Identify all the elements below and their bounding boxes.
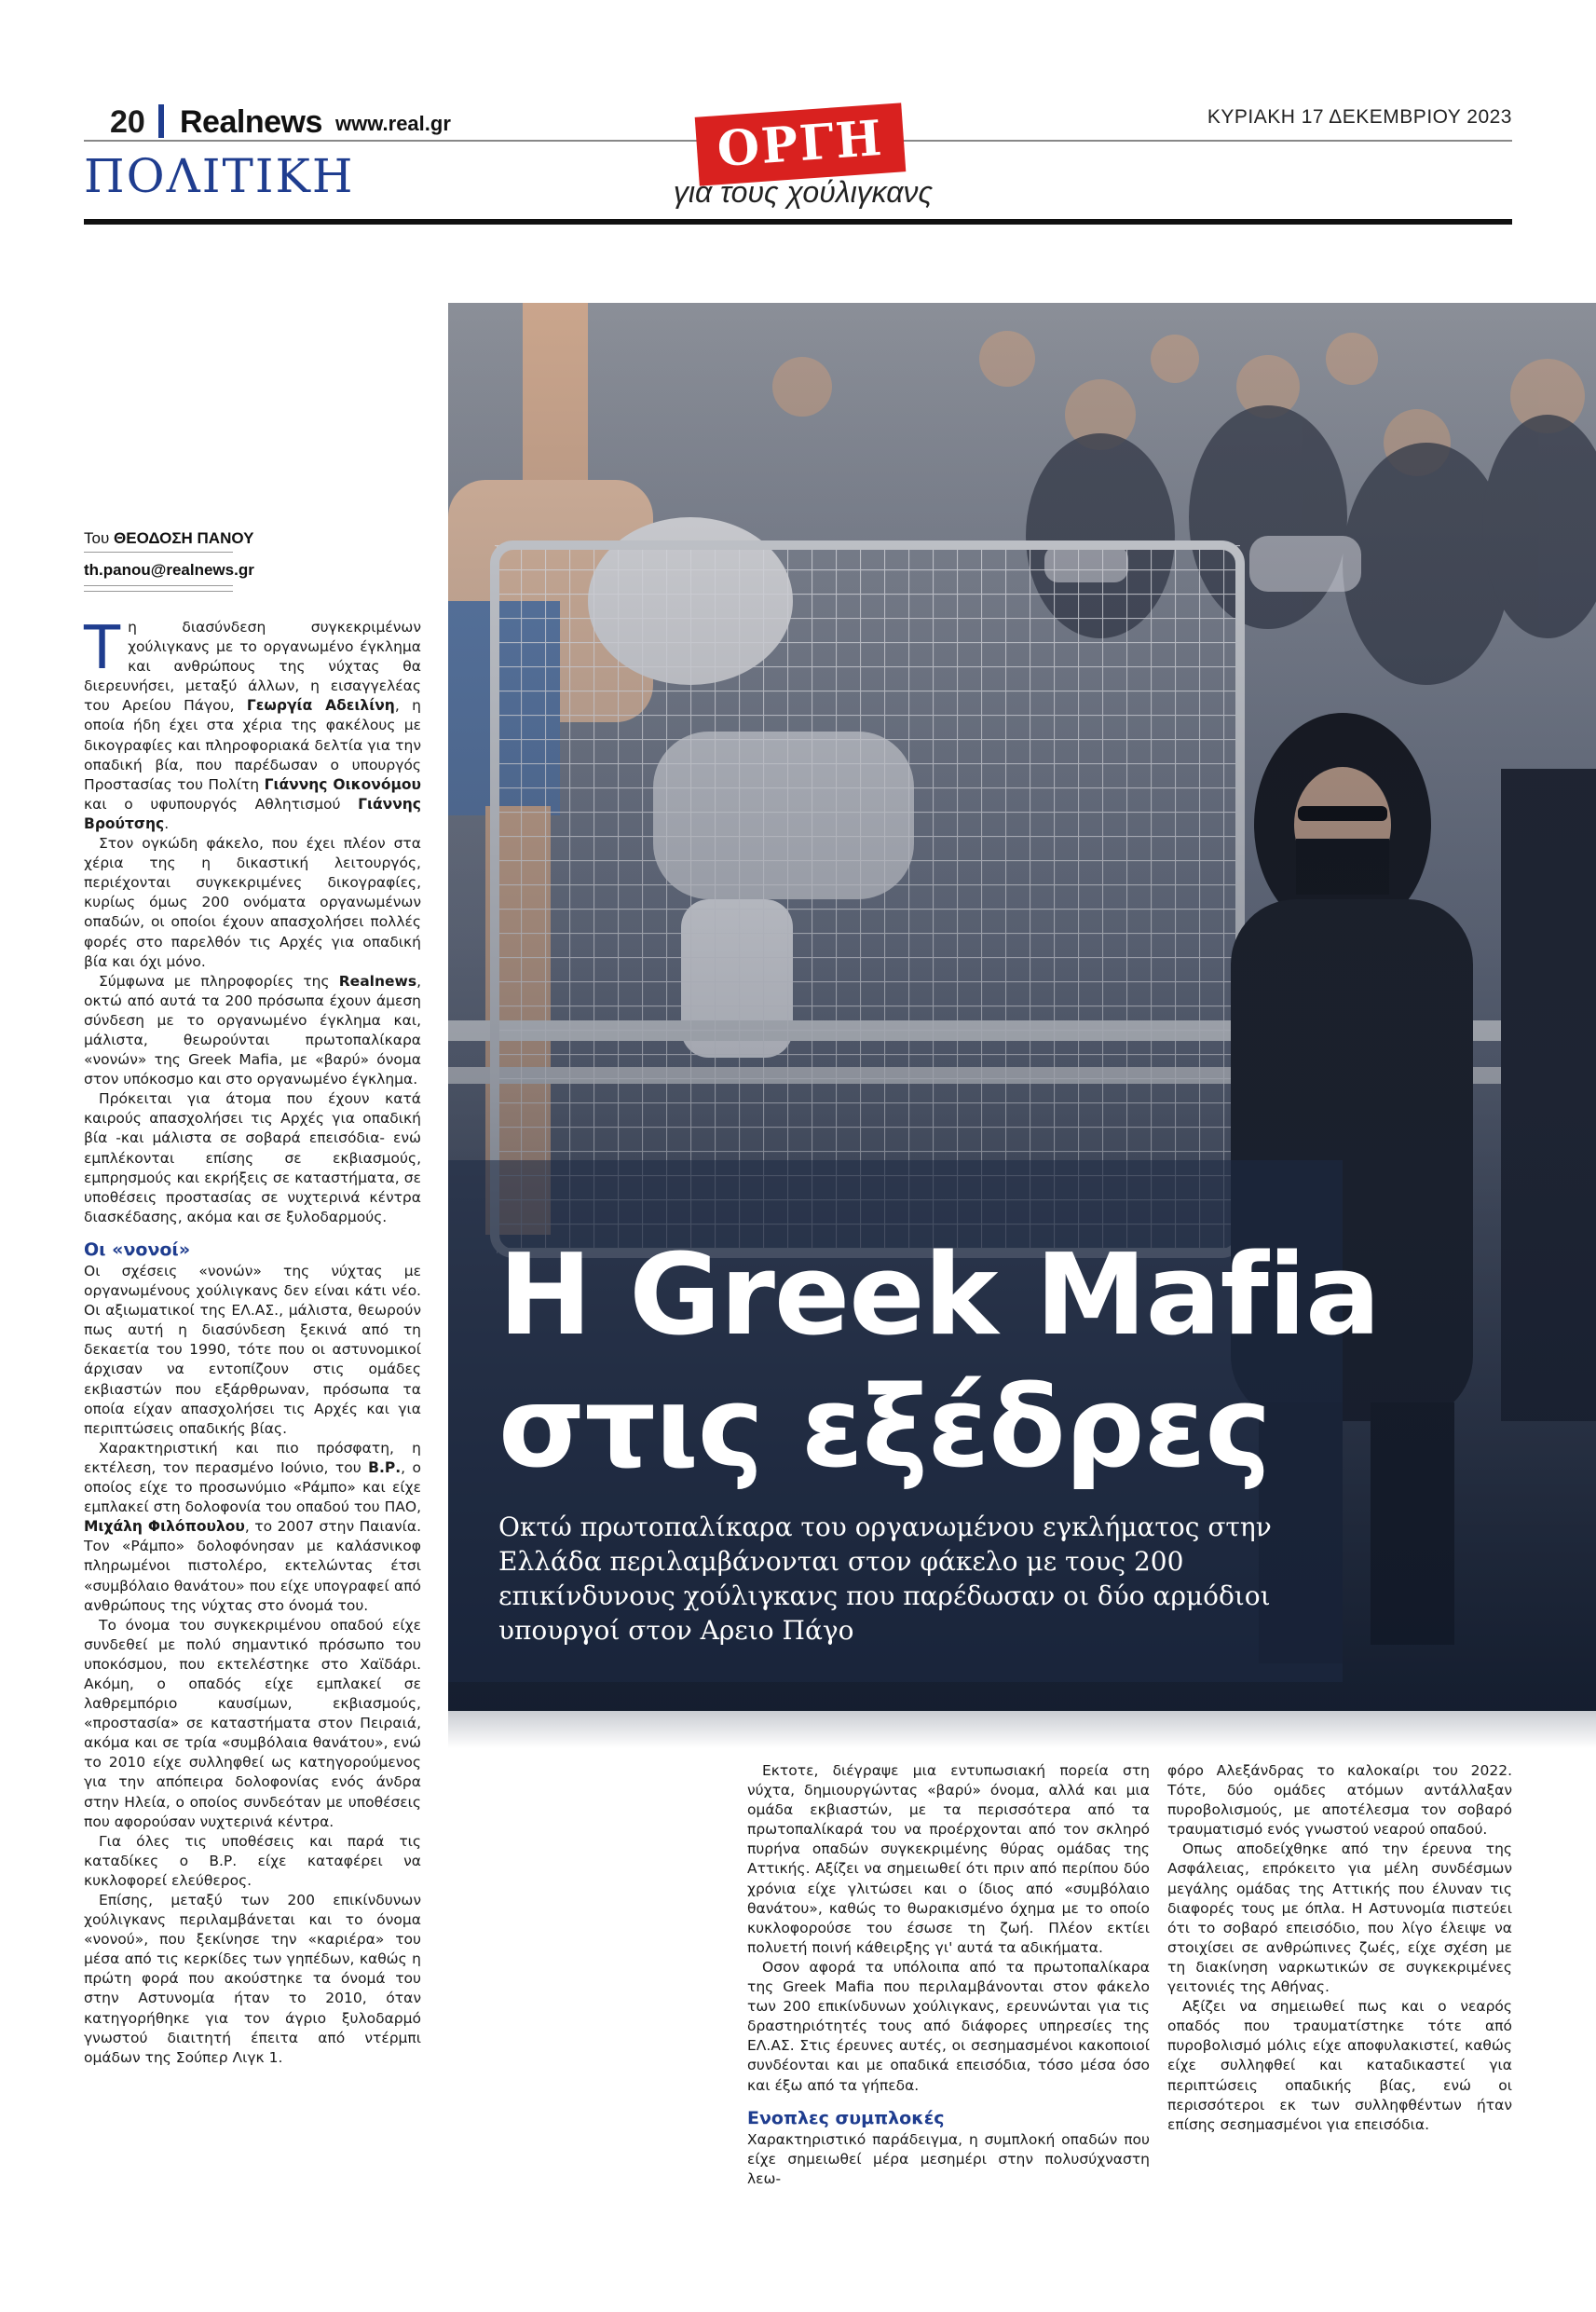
topic-stamp: ΟΡΓΗ	[695, 103, 907, 185]
header-divider	[158, 104, 164, 138]
website: www.real.gr	[335, 112, 451, 135]
issue-date: ΚΥΡΙΑΚΗ 17 ΔΕΚΕΜΒΡΙΟΥ 2023	[1207, 106, 1512, 128]
brand-name: Realnews	[180, 104, 322, 140]
section-rule	[84, 219, 1512, 225]
paragraph: Το όνομα του συγκεκριμένου οπαδού είχε συνδεθεί με πολύ σημαντικό πρόσωπο του υποκόσμου, που εκτελέστηκε στο Χαϊδάρι. Ακόμη, ο οπαδός είχε εμπλακεί σε λαθρεμπόριο καυσίμων, εκβιασμούς, «προστασία» σε καταστήματα στον Πειραιά, ακόμα και σε τρία «συμβόλαια θανάτου», ενώ το 2010 είχε συλληφθεί ως κατηγορούμενος για την απόπειρα δολοφονίας ενός άνδρα στην Ηλεία, ο οποίος συνδεόταν με υποθέσεις που αφορούσαν νυχτερινά κέντρα.	[84, 1616, 421, 1830]
paragraph: Οσον αφορά τα υπόλοιπα από τα πρωτοπαλίκαρα της Greek Mafia που περιλαμβάνονται στον φάκελο των 200 επικίνδυνων χούλιγκανς, ερευνώνται για τις δραστηριότητές τους από διάφορες υπηρεσίες της ΕΛ.ΑΣ. Στις έρευνες αυτές, οι σεσημασμένοι κακοποιοί συνδέονται και με οπαδικά επεισόδια, τόσο μέσα όσο και έξω από τα γήπεδα.	[747, 1958, 1150, 2094]
paragraph: Οπως αποδείχθηκε από την έρευνα της Ασφάλειας, επρόκειτο για μέλη συνδέσμων μεγάλης ομάδας της Αττικής που έλυναν τις διαφορές τους με όπλα. Η Αστυνομία πιστεύει ότι το σοβαρό επεισόδιο, που λίγο έλειψε να στοιχίσει σε ανθρώπινες ζωές, είχε σχέση με τη διακίνηση ναρκωτικών σε συγκεκριμένες γειτονιές της Αθήνας.	[1167, 1840, 1512, 1996]
stadium-photo-illustration	[448, 303, 1596, 1712]
photo-bottom-fade	[448, 1711, 1596, 1748]
byline	[84, 529, 253, 548]
body-column-3	[1167, 1761, 1512, 2135]
subheading: Οι «νονοί»	[84, 1238, 191, 1260]
byline-prefix: Του	[84, 529, 110, 547]
paragraph: Χαρακτηριστικό παράδειγμα, η συμπλοκή οπαδών που είχε σημειωθεί μέρα μεσημέρι στην πολυσύχναστη λεω-	[747, 2130, 1150, 2187]
body-column-2	[747, 1761, 1150, 2189]
byline-rule	[84, 552, 233, 553]
section-title: ΠΟΛΙΤΙΚΗ	[84, 149, 355, 203]
headline	[498, 1230, 1523, 1495]
author-email[interactable]: th.panou@realnews.gr	[84, 561, 254, 579]
standfirst: Οκτώ πρωτοπαλίκαρα του οργανωμένου εγκλήματος στην Ελλάδα περιλαμβάνονται στον φάκελο με τους 200 επικίνδυνους χούλιγκανς που παρέδωσαν οι δύο αρμόδιοι υπουργοί στον Αρειο Πάγο	[498, 1512, 1272, 1646]
paragraph: Για όλες τις υποθέσεις και παρά τις καταδίκες ο Β.Ρ. είχε καταφέρει να κυκλοφορεί ελεύθερος.	[84, 1832, 421, 1889]
body-column-1	[84, 614, 422, 2068]
byline-rule	[84, 591, 233, 592]
paragraph: Στον ογκώδη φάκελο, που έχει πλέον στα χέρια της η δικαστική λειτουργός, περιέχονται συγκεκριμένες δικογραφίες, κυρίως όμως 200 ονόματα οργανωμένων οπαδών, οι οποίοι έχουν απασχολήσει πολλές φορές στο παρελθόν τις Αρχές για οπαδική βία και όχι μόνο.	[84, 835, 421, 970]
lead-photo	[448, 303, 1596, 1712]
subheading: Ενοπλες συμπλοκές	[747, 2107, 945, 2128]
byline-rule	[84, 585, 233, 586]
drop-cap: Τ	[84, 614, 121, 683]
paragraph: Επίσης, μεταξύ των 200 επικίνδυνων χούλιγκανς περιλαμβάνεται και το όνομα «νονού», που ξεκίνησε την «καριέρα» του μέσα από τις κερκίδες των γηπέδων, καθώς η πρώτη φορά που ακούστηκε τα όνομά του στην Αστυνομία ήταν το 2010, όταν κατηγορήθηκε για τον άγριο ξυλοδαρμό γνωστού διαιτητή έπειτα από ντέρμπι ομάδων της Σούπερ Λιγκ 1.	[84, 1892, 421, 2066]
paragraph: Τη διασύνδεση συγκεκριμένων χούλιγκανς με το οργανωμένο έγκλημα και ανθρώπους της νύχτας θα διερευνήσει, μεταξύ άλλων, η εισαγγελέας του Αρείου Πάγου, Γεωργία Αδειλίνη, η οποία ήδη έχει στα χέρια της φακέλους με δικογραφίες και πληροφοριακά δελτία για την οπαδική βία, που παρέδωσαν ο υπουργός Προστασίας του Πολίτη Γιάννης Οικονόμου και ο υφυπουργός Αθλητισμού Γιάννης Βρούτσης.	[84, 614, 422, 832]
headline-line-2: στις εξέδρες	[498, 1363, 1271, 1493]
headline-line-1: Η Greek Mafia	[498, 1231, 1380, 1361]
paragraph: Οι σχέσεις «νονών» της νύχτας με οργανωμένους χούλιγκανς δεν είναι κάτι νέο. Οι αξιωματικοί της ΕΛ.ΑΣ., μάλιστα, θεωρούν πως αυτή η διασύνδεση ξεκινά από τη δεκαετία του 1990, τότε που οι αστυνομικοί άρχισαν να εντοπίζουν στις ομάδες εκβιαστών που εξάρθρωναν, πρόσωπα τα οποία είχαν απασχολήσει τις Αρχές και για περιπτώσεις οπαδικής βίας.	[84, 1263, 421, 1437]
paragraph: Πρόκειται για άτομα που έχουν κατά καιρούς απασχολήσει τις Αρχές για οπαδική βία -και μάλιστα σε σοβαρά επεισόδια- ενώ εμπλέκονται επίσης σε εκβιασμούς, εμπρησμούς και εκρήξεις σε καταστήματα, σε υποθέσεις προστασίας σε νυχτερινά κέντρα διασκέδασης, ακόμα και σε ξυλοδαρμούς.	[84, 1090, 421, 1225]
paragraph: Χαρακτηριστική και πιο πρόσφατη, η εκτέλεση, τον περασμένο Ιούνιο, του Β.Ρ., ο οποίος είχε το προσωνύμιο «Ράμπο» και είχε εμπλακεί στη δολοφονία του οπαδού του ΠΑΟ, Μιχάλη Φιλόπουλου, το 2007 στην Παιανία. Τον «Ράμπο» δολοφόνησαν με καλάσνικοφ πληρωμένοι πιστολέρο, εκτελώντας έτσι «συμβόλαιο θανάτου» που είχε υπογραφεί από ανθρώπους της νύχτας στο όνομά του.	[84, 1439, 421, 1614]
page-number: 20	[110, 104, 145, 140]
paragraph: Εκτοτε, διέγραψε μια εντυπωσιακή πορεία στη νύχτα, δημιουργώντας «βαρύ» όνομα, αλλά και μια ομάδα εκβιαστών, με τα περισσότερα από τα πρωτοπαλίκαρά του να προέρχονται από τον σκληρό πυρήνα οπαδών συγκεκριμένης θύρας ομάδας της Αττικής. Αξίζει να σημειωθεί ότι πριν από περίπου δύο χρόνια είχε γλιτώσει και ο ίδιος από «συμβόλαιο θανάτου», καθώς το θωρακισμένο όχημα με το οποίο κυκλοφορούσε του έσωσε τη ζωή. Πλέον εκτίει πολυετή ποινή κάθειρξης γι' αυτά τα αδικήματα.	[747, 1762, 1150, 1956]
topic-stamp-subtitle: για τους χούλιγκανς	[673, 175, 934, 209]
paragraph: Σύμφωνα με πληροφορίες της Realnews, οκτώ από αυτά τα 200 πρόσωπα έχουν άμεση σύνδεση με το οργανωμένο έγκλημα και, μάλιστα, θεωρούνται πρωτοπαλίκαρα «νονών» της Greek Mafia, με «βαρύ» όνομα στον υπόκοσμο και στο οργανωμένο έγκλημα.	[84, 972, 421, 1088]
paragraph: φόρο Αλεξάνδρας το καλοκαίρι του 2022. Τότε, δύο ομάδες ατόμων αντάλλαξαν πυροβολισμούς, με αποτέλεσμα τον σοβαρό τραυματισμό ενός γνωστού νεαρού οπαδού.	[1167, 1762, 1512, 1839]
paragraph: Αξίζει να σημειωθεί πως και ο νεαρός οπαδός που τραυματίστηκε τότε από πυροβολισμό μόλις είχε αποφυλακιστεί, καθώς είχε συλληφθεί και καταδικαστεί για περιπτώσεις οπαδικής βίας, ενώ οι περισσότεροι εκ των συλληφθέντων ήταν επίσης σεσημασμένοι για επεισόδια.	[1167, 1998, 1512, 2133]
author-name: ΘΕΟΔΟΣΗ ΠΑΝΟΥ	[114, 529, 254, 547]
